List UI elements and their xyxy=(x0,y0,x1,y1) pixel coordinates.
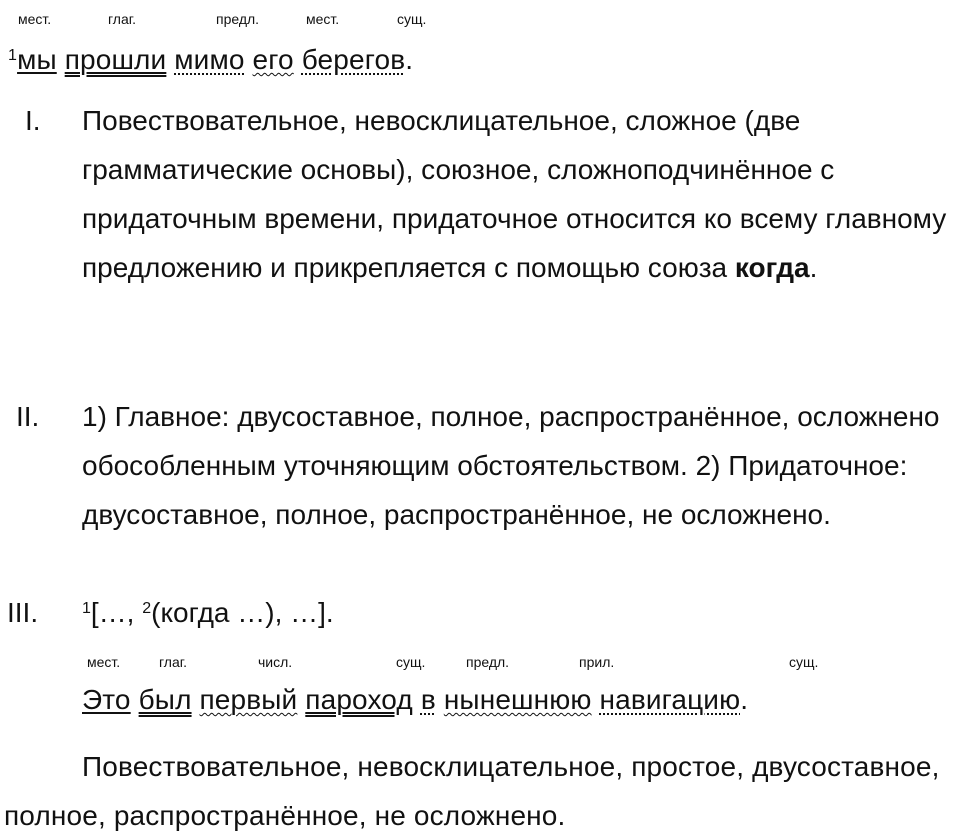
analysis-end: . xyxy=(809,252,818,283)
preposition-word: мимо xyxy=(174,44,245,75)
object-word: берегов xyxy=(301,44,406,75)
circumstance-word: навигацию xyxy=(599,684,741,715)
analysis-item-1 xyxy=(82,96,954,292)
sentence-scheme xyxy=(82,588,954,637)
scheme-marker: 1 xyxy=(82,600,91,617)
item-numeral: II. xyxy=(16,401,40,432)
sentence-end: . xyxy=(740,684,749,715)
clause-marker: 1 xyxy=(8,47,18,64)
sentence-2-characteristic: Повествовательное, невосклицательное, простое, двусоставное, полное, распространённое, не осложнено. xyxy=(4,751,940,831)
attribute-word: нынешнюю xyxy=(443,684,592,715)
pos-label: глаг. xyxy=(108,11,137,27)
subject-word: Это xyxy=(82,684,131,715)
sentence-end: . xyxy=(405,44,414,75)
predicate-word: прошли xyxy=(64,44,167,75)
pos-label: предл. xyxy=(216,11,260,27)
attribute-word: его xyxy=(252,44,294,75)
pos-label: сущ. xyxy=(397,11,427,27)
pos-label: числ. xyxy=(258,654,293,670)
scheme-main: […, xyxy=(90,597,143,628)
analysis-text: Повествовательное, невосклицательное, сложное (две грамматические основы), союзное, сложноподчинённое с придаточным времени, придаточное относится ко всему главному предложению и прикрепляется с помощью союза xyxy=(82,105,947,283)
subject-word: мы xyxy=(17,44,57,75)
predicate-word: пароход xyxy=(305,684,413,715)
sentence-2 xyxy=(82,684,748,716)
scheme-subordinate: (когда …), …]. xyxy=(151,597,334,628)
pos-label: глаг. xyxy=(159,654,188,670)
attribute-word: первый xyxy=(199,684,298,715)
analysis-item-2 xyxy=(82,392,954,539)
conjunction-bold: когда xyxy=(734,252,810,283)
pos-label: предл. xyxy=(466,654,510,670)
sentence-1 xyxy=(8,44,413,76)
item-numeral: III. xyxy=(7,597,39,628)
pos-label: мест. xyxy=(306,11,340,27)
pos-label: прил. xyxy=(579,654,615,670)
scheme-marker: 2 xyxy=(142,600,152,617)
preposition-word: в xyxy=(420,684,436,715)
item-numeral: I. xyxy=(25,105,41,136)
pos-label: мест. xyxy=(18,11,52,27)
pos-label: сущ. xyxy=(789,654,819,670)
pos-label: сущ. xyxy=(396,654,426,670)
pos-label: мест. xyxy=(87,654,121,670)
analysis-text: 1) Главное: двусоставное, полное, распространённое, осложнено обособленным уточняющим обстоятельством. 2) Придаточное: двусоставное, полное, распространённое, не осложнено. xyxy=(82,401,940,530)
predicate-word: был xyxy=(138,684,192,715)
